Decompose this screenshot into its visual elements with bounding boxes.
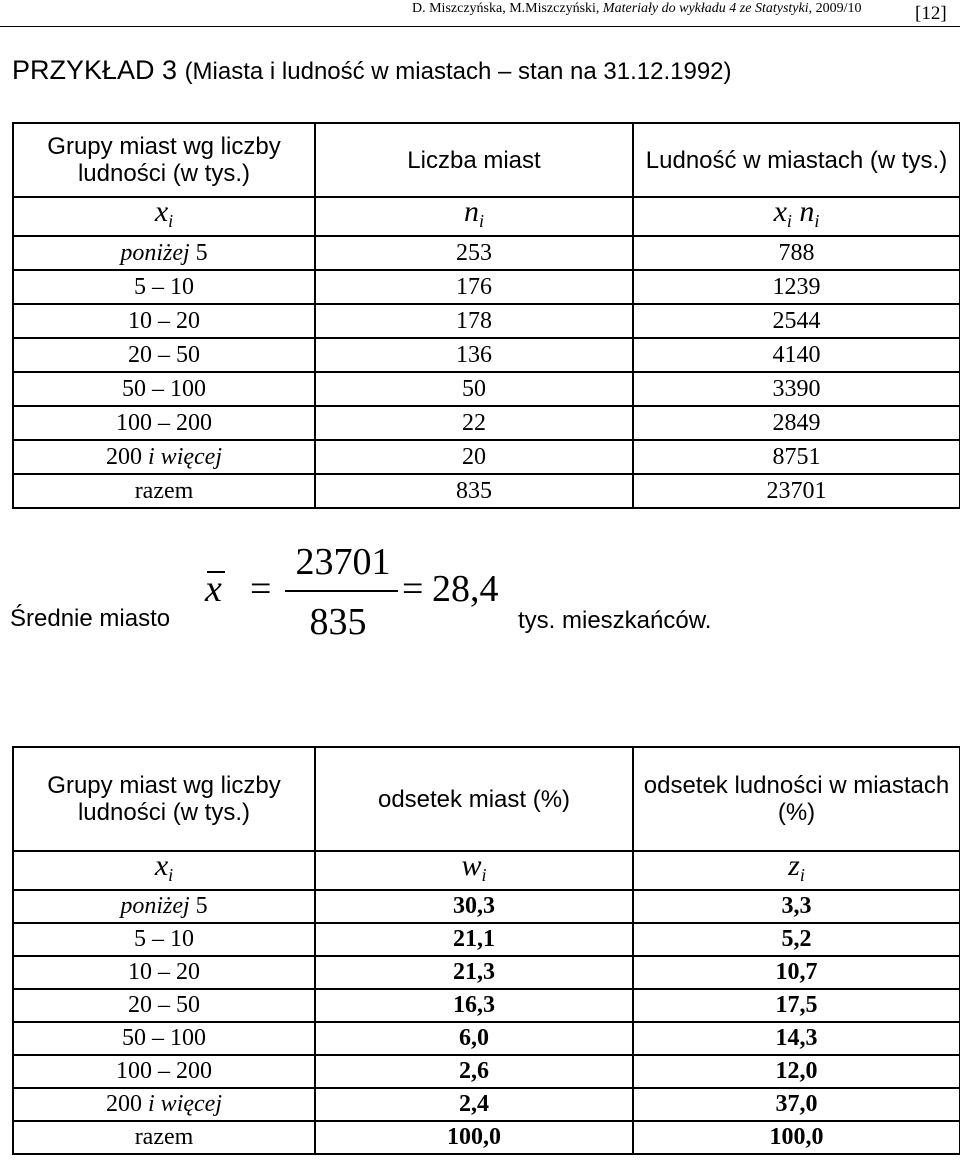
group-cell: 5 – 10: [13, 270, 315, 304]
symbol-wi: $w_i$: [315, 851, 633, 890]
city-share-cell: 2,6: [315, 1055, 633, 1088]
table-row: [13, 406, 960, 440]
symbol-zi: $z_i$: [633, 851, 960, 890]
title-main: PRZYKŁAD 3: [12, 55, 185, 85]
table-row: [13, 236, 960, 270]
symbol-xi: $x_i$: [13, 197, 315, 236]
group-cell: poniżej 5: [13, 236, 315, 270]
table2-header-groups: Grupy miast wg liczby ludności (w tys.): [13, 747, 315, 851]
group-cell: 20 – 50: [13, 338, 315, 372]
table2-symbol-row: [13, 851, 960, 890]
group-cell: poniżej 5: [13, 890, 315, 923]
city-share-cell: 21,3: [315, 956, 633, 989]
table-row: [13, 890, 960, 923]
table-row: [13, 1088, 960, 1121]
table1-header-population: Ludność w miastach (w tys.): [633, 123, 960, 197]
total-population-share: 100,0: [633, 1121, 960, 1154]
total-label: razem: [13, 474, 315, 508]
table2-header-population-share: odsetek ludności w miastach (%): [633, 747, 960, 851]
group-cell: 5 – 10: [13, 923, 315, 956]
total-label: razem: [13, 1121, 315, 1154]
population-share-cell: 3,3: [633, 890, 960, 923]
count-cell: 178: [315, 304, 633, 338]
table2-header-city-share: odsetek miast (%): [315, 747, 633, 851]
group-cell: 100 – 200: [13, 1055, 315, 1088]
group-cell: 10 – 20: [13, 956, 315, 989]
mean-result: 28,4: [432, 568, 499, 610]
table-row: [13, 923, 960, 956]
table-row: [13, 372, 960, 406]
population-cell: 4140: [633, 338, 960, 372]
cities-population-table: [12, 122, 960, 509]
equals-sign-2: =: [402, 568, 424, 610]
total-city-share: 100,0: [315, 1121, 633, 1154]
population-share-cell: 10,7: [633, 956, 960, 989]
mean-unit: tys. mieszkańców.: [518, 607, 712, 634]
population-cell: 788: [633, 236, 960, 270]
equals-sign: =: [250, 568, 272, 610]
city-share-cell: 2,4: [315, 1088, 633, 1121]
count-cell: 20: [315, 440, 633, 474]
group-cell: 10 – 20: [13, 304, 315, 338]
header-rule: [0, 26, 960, 27]
group-cell: 50 – 100: [13, 372, 315, 406]
table-row: [13, 440, 960, 474]
group-cell: 50 – 100: [13, 1022, 315, 1055]
group-cell: 20 – 50: [13, 989, 315, 1022]
table2-header-row: [13, 747, 960, 851]
example-title: [12, 55, 732, 86]
header-year: , 2009/10: [808, 1, 862, 16]
symbol-xini: $x_i$ $n_i$: [633, 197, 960, 236]
total-population: 23701: [633, 474, 960, 508]
population-share-cell: 17,5: [633, 989, 960, 1022]
population-cell: 1239: [633, 270, 960, 304]
header-source: Materiały do wykładu 4 ze Statystyki: [602, 1, 809, 16]
table1-header-row: [13, 123, 960, 197]
population-share-cell: 12,0: [633, 1055, 960, 1088]
population-share-cell: 14,3: [633, 1022, 960, 1055]
population-cell: 2849: [633, 406, 960, 440]
count-cell: 136: [315, 338, 633, 372]
table-row: [13, 956, 960, 989]
count-cell: 176: [315, 270, 633, 304]
header-authors: D. Miszczyńska, M.Miszczyński,: [412, 1, 603, 16]
page-header: [0, 0, 960, 30]
total-count: 835: [315, 474, 633, 508]
city-share-cell: 21,1: [315, 923, 633, 956]
mean-formula: [10, 541, 910, 655]
population-cell: 2544: [633, 304, 960, 338]
table-row: [13, 989, 960, 1022]
fraction-bar: [285, 590, 398, 592]
symbol-ni: $n_i$: [315, 197, 633, 236]
city-share-cell: 16,3: [315, 989, 633, 1022]
table-row: [13, 1022, 960, 1055]
group-cell: 100 – 200: [13, 406, 315, 440]
table1-header-count: Liczba miast: [315, 123, 633, 197]
count-cell: 50: [315, 372, 633, 406]
fraction-denominator: 835: [309, 601, 367, 643]
table-total-row: [13, 1121, 960, 1154]
table1-header-groups: Grupy miast wg liczby ludności (w tys.): [13, 123, 315, 197]
city-share-cell: 6,0: [315, 1022, 633, 1055]
group-cell: 200 i więcej: [13, 440, 315, 474]
running-header: [412, 1, 862, 17]
group-cell: 200 i więcej: [13, 1088, 315, 1121]
table1-symbol-row: [13, 197, 960, 236]
percentages-table: [12, 746, 960, 1155]
population-cell: 3390: [633, 372, 960, 406]
table-row: [13, 304, 960, 338]
count-cell: 253: [315, 236, 633, 270]
population-share-cell: 37,0: [633, 1088, 960, 1121]
title-sub: (Miasta i ludność w miastach – stan na 31.12.1992): [184, 58, 732, 85]
table-total-row: [13, 474, 960, 508]
population-cell: 8751: [633, 440, 960, 474]
fraction-numerator: 23701: [295, 541, 391, 583]
count-cell: 22: [315, 406, 633, 440]
mean-symbol: x: [205, 568, 222, 610]
table-row: [13, 270, 960, 304]
mean-label: Średnie miasto: [10, 605, 171, 632]
population-share-cell: 5,2: [633, 923, 960, 956]
page-number: [12]: [915, 3, 947, 24]
table-row: [13, 1055, 960, 1088]
symbol-xi: $x_i$: [13, 851, 315, 890]
table-row: [13, 338, 960, 372]
city-share-cell: 30,3: [315, 890, 633, 923]
